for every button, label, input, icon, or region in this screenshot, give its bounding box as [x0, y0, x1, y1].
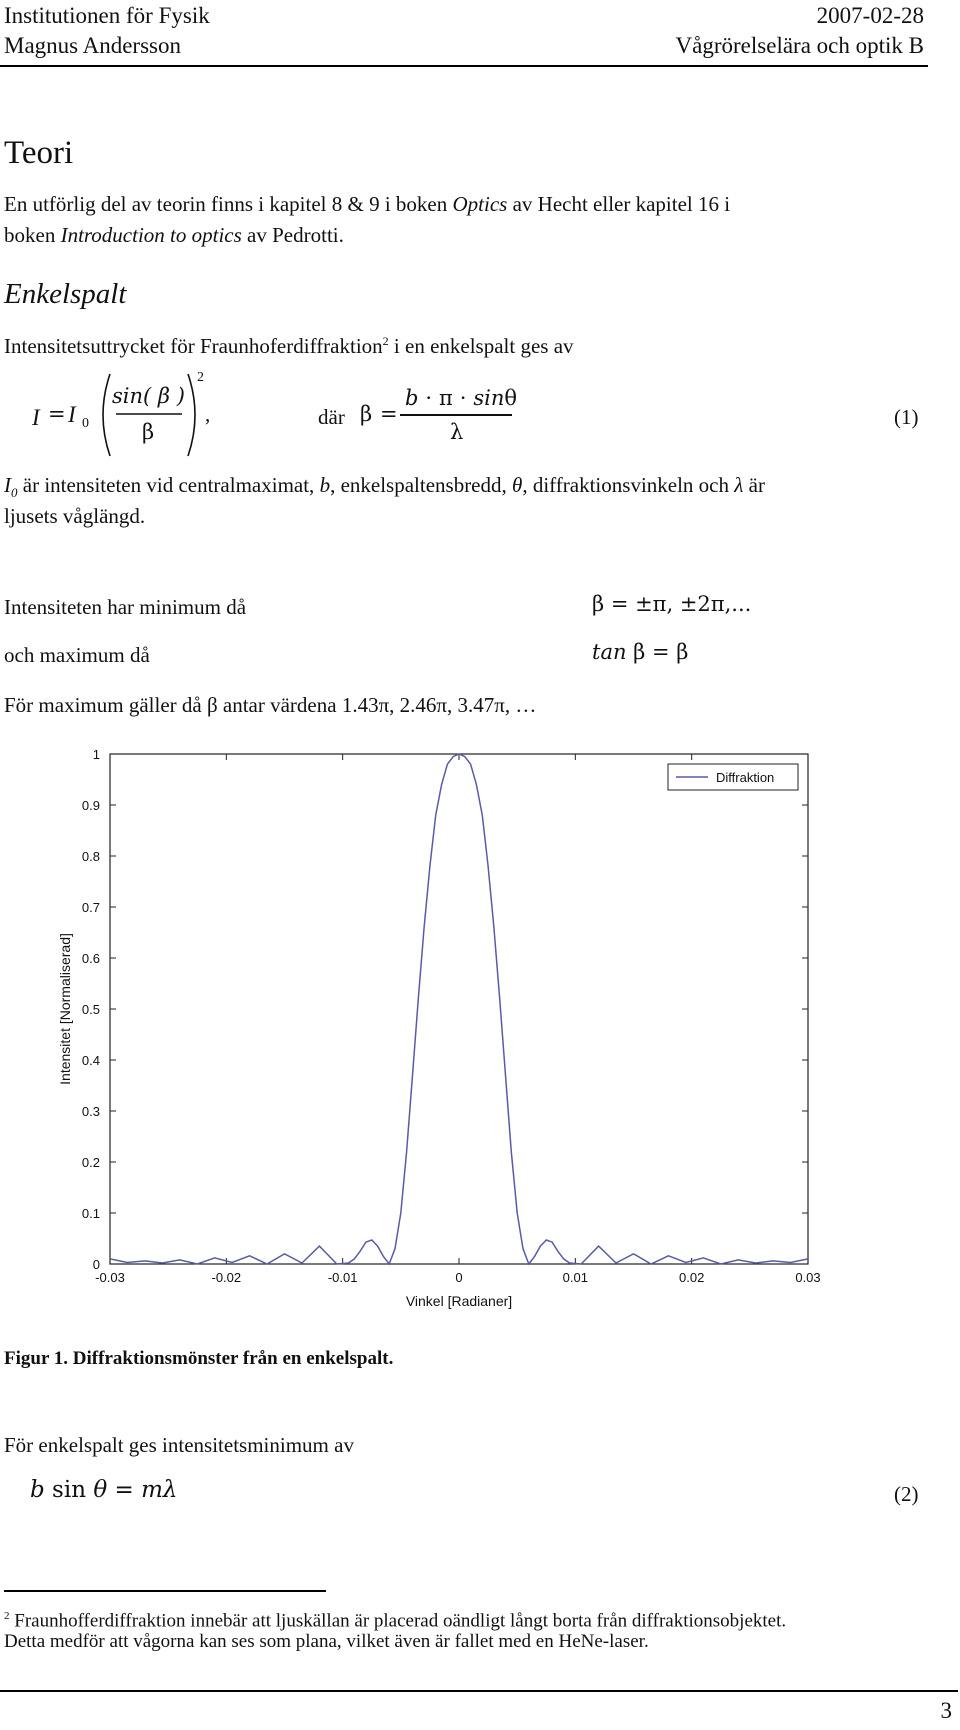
footnote-line2: Detta medför att vågorna kan ses som plana, vilket även är fallet med en HeNe-laser.	[4, 1631, 649, 1652]
chart-svg	[50, 740, 821, 1320]
header-rule	[0, 65, 928, 67]
minimum-equation: β = ±π, ±2π,...	[592, 592, 752, 616]
minimum-intro: För enkelspalt ges intensitetsminimum av	[4, 1433, 354, 1457]
y-tick-label: 0.8	[81, 849, 100, 864]
equation-2-number: (2)	[894, 1482, 919, 1506]
equation-1-fraction-bar	[400, 414, 512, 416]
x-tick-label: -0.01	[327, 1270, 358, 1285]
y-tick-label: 1	[92, 747, 100, 762]
y-tick-label: 0.7	[81, 900, 100, 915]
legend-label: Diffraktion	[716, 770, 775, 785]
series-line-diffraktion	[110, 754, 808, 1264]
equation-2: b sin θ = mλ	[30, 1477, 178, 1503]
figure-caption: Figur 1. Diffraktionsmönster från en enkelspalt.	[4, 1348, 394, 1369]
variables-description-line2: ljusets våglängd.	[4, 504, 146, 528]
x-tick-label: 0	[455, 1270, 463, 1285]
header-institution: Institutionen för Fysik	[4, 3, 210, 28]
header-author: Magnus Andersson	[4, 33, 181, 58]
header-date: 2007-02-28	[816, 3, 924, 28]
page-number: 3	[940, 1698, 952, 1723]
y-tick-label: 0.3	[81, 1104, 100, 1119]
y-tick-label: 0.1	[81, 1206, 100, 1221]
equation-1-number: (1)	[894, 405, 919, 429]
x-tick-label: -0.03	[95, 1270, 125, 1285]
theory-intro-line1: En utförlig del av teorin finns i kapitel 8 & 9 i boken Optics av Hecht eller kapitel 16 i	[4, 192, 731, 216]
heading-teori: Teori	[4, 135, 74, 171]
maximum-values: För maximum gäller då β antar värdena 1.43π, 2.46π, 3.47π, …	[4, 693, 537, 717]
variables-description-line1: $I_0$ är intensiteten vid centralmaximat, b, enkelspaltensbredd, θ, diffraktionsvinkeln och λ är	[4, 473, 765, 501]
minimum-text: Intensiteten har minimum då	[4, 595, 247, 619]
header-course: Vågrörelselära och optik B	[675, 33, 924, 58]
plot-frame	[110, 754, 808, 1264]
x-tick-label: 0.02	[679, 1270, 705, 1285]
y-tick-label: 0.5	[81, 1002, 100, 1017]
diffraction-chart	[50, 740, 821, 1320]
x-tick-label: -0.02	[211, 1270, 242, 1285]
slit-intro: Intensitetsuttrycket för Fraunhoferdiffraktion$^2$ i en enkelspalt ges av	[4, 334, 574, 358]
heading-enkelspalt: Enkelspalt	[4, 278, 127, 310]
footnote-rule	[4, 1590, 326, 1592]
x-tick-label: 0.03	[795, 1270, 821, 1285]
footnote-line1: $^2$ Fraunhofferdiffraktion innebär att ljuskällan är placerad oändligt långt borta från diffraktionsobjektet.	[4, 1610, 787, 1632]
y-tick-label: 0.9	[81, 798, 100, 813]
y-tick-label: 0	[92, 1257, 100, 1272]
x-axis-label: Vinkel [Radianer]	[405, 1293, 513, 1309]
maximum-equation: tan β = β	[592, 640, 689, 664]
footer-rule	[0, 1690, 958, 1692]
x-tick-label: 0.01	[562, 1270, 588, 1285]
y-tick-label: 0.6	[81, 951, 100, 966]
y-axis-label: Intensitet [Normaliserad]	[57, 933, 73, 1085]
y-tick-label: 0.4	[81, 1053, 100, 1068]
y-tick-label: 0.2	[81, 1155, 100, 1170]
theory-intro-line2: boken Introduction to optics av Pedrotti.	[4, 223, 344, 247]
maximum-text: och maximum då	[4, 643, 150, 667]
